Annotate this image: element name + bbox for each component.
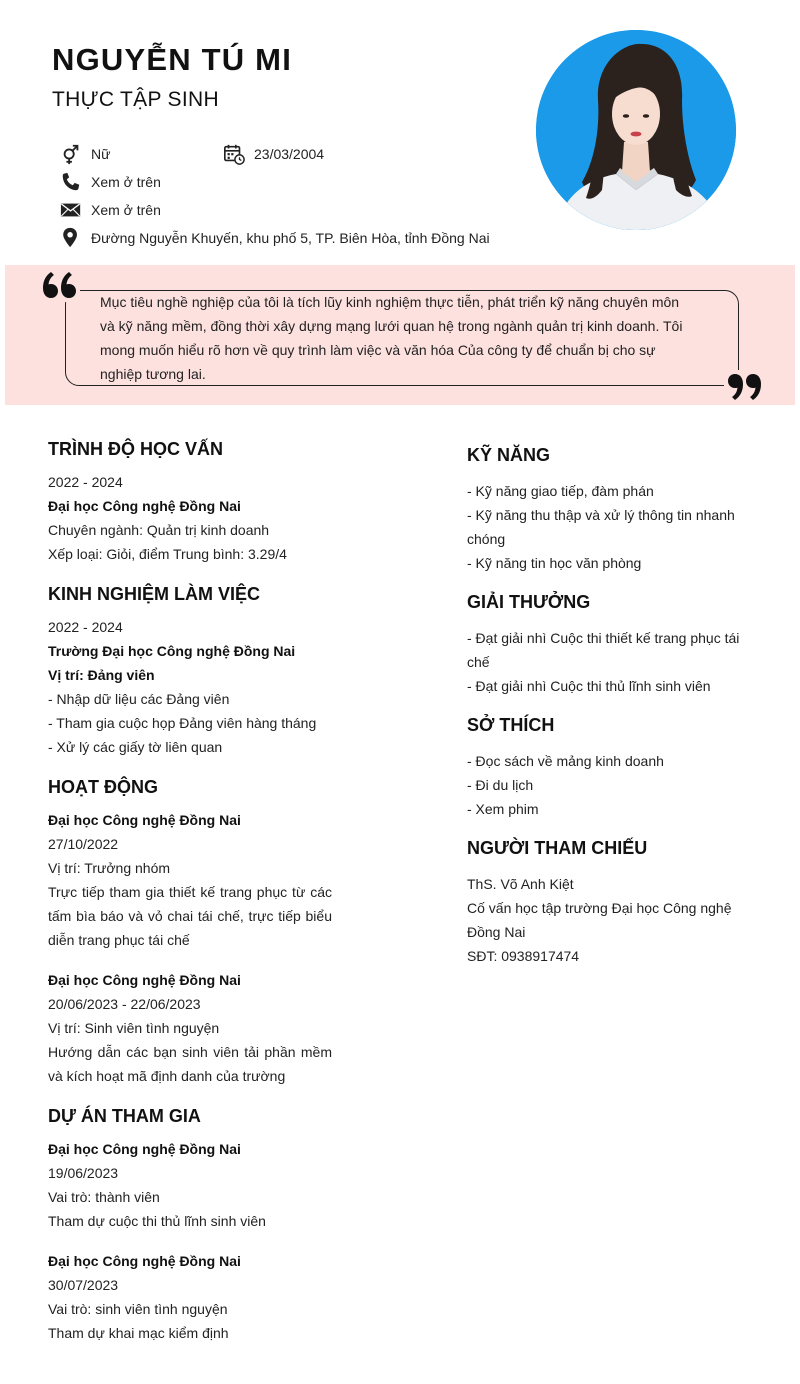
education-section <box>48 436 332 566</box>
activity-org: Đại học Công nghệ Đồng Nai <box>48 972 241 988</box>
info-gender <box>60 143 110 165</box>
activity-role: Vị trí: Trưởng nhóm <box>48 860 171 876</box>
project-item <box>48 1249 332 1345</box>
hobby-item: - Đọc sách về mảng kinh doanh <box>467 753 664 769</box>
experience-section <box>48 581 332 759</box>
education-heading: TRÌNH ĐỘ HỌC VẤN <box>48 439 223 459</box>
skills-heading: KỸ NĂNG <box>467 445 551 465</box>
project-org: Đại học Công nghệ Đồng Nai <box>48 1141 241 1157</box>
activity-date: 20/06/2023 - 22/06/2023 <box>48 996 201 1012</box>
calendar-icon <box>223 143 245 165</box>
project-org: Đại học Công nghệ Đồng Nai <box>48 1253 241 1269</box>
activity-role: Vị trí: Sinh viên tình nguyện <box>48 1020 220 1036</box>
award-item: - Đạt giải nhì Cuộc thi thiết kế trang phục tái chế <box>467 630 740 670</box>
activities-heading: HOẠT ĐỘNG <box>48 777 158 797</box>
gender-icon <box>60 143 82 165</box>
profile-photo <box>536 30 736 230</box>
reference-heading: NGƯỜI THAM CHIẾU <box>467 838 648 858</box>
project-role: Vai trò: thành viên <box>48 1189 160 1205</box>
hobby-item: - Xem phim <box>467 801 539 817</box>
location-pin-icon <box>60 227 82 249</box>
project-desc: Tham dự khai mạc kiểm định <box>48 1325 229 1341</box>
activity-item <box>48 968 332 1088</box>
awards-heading: GIẢI THƯỞNG <box>467 592 591 612</box>
reference-role: Cố vấn học tập trường Đại học Công nghệ Đồng Nai <box>467 900 732 940</box>
activity-date: 27/10/2022 <box>48 836 119 852</box>
job-title: THỰC TẬP SINH <box>52 88 219 111</box>
projects-heading: DỰ ÁN THAM GIA <box>48 1106 201 1126</box>
award-item: - Đạt giải nhì Cuộc thi thủ lĩnh sinh viên <box>467 678 711 694</box>
project-role: Vai trò: sinh viên tình nguyện <box>48 1301 228 1317</box>
experience-position: Vị trí: Đảng viên <box>48 667 155 683</box>
info-email <box>60 199 161 221</box>
activity-item <box>48 808 332 952</box>
activity-desc: Hướng dẫn các bạn sinh viên tải phần mềm và kích hoạt mã định danh của trường <box>48 1044 332 1084</box>
education-school: Đại học Công nghệ Đồng Nai <box>48 498 241 514</box>
activity-org: Đại học Công nghệ Đồng Nai <box>48 812 241 828</box>
gender-value: Nữ <box>91 146 111 162</box>
projects-section <box>48 1103 332 1345</box>
experience-org: Trường Đại học Công nghệ Đồng Nai <box>48 643 296 659</box>
email-value: Xem ở trên <box>91 202 161 218</box>
info-dob <box>223 143 324 165</box>
phone-value: Xem ở trên <box>91 174 161 190</box>
open-quote-icon <box>42 268 80 302</box>
portrait-image <box>536 30 736 230</box>
awards-section <box>467 589 747 698</box>
right-column <box>467 442 747 968</box>
skill-item: - Kỹ năng thu thập và xử lý thông tin nhanh chóng <box>467 507 735 547</box>
close-quote-icon <box>724 370 762 404</box>
info-phone <box>60 171 161 193</box>
project-desc: Tham dự cuộc thi thủ lĩnh sinh viên <box>48 1213 266 1229</box>
experience-heading: KINH NGHIỆM LÀM VIỆC <box>48 584 261 604</box>
experience-task: - Xử lý các giấy tờ liên quan <box>48 739 223 755</box>
email-icon <box>60 199 82 221</box>
experience-period: 2022 - 2024 <box>48 619 123 635</box>
activities-section <box>48 774 332 1088</box>
skill-item: - Kỹ năng tin học văn phòng <box>467 555 642 571</box>
reference-section <box>467 835 747 968</box>
experience-task: - Tham gia cuộc họp Đảng viên hàng tháng <box>48 715 317 731</box>
project-date: 19/06/2023 <box>48 1165 119 1181</box>
phone-icon <box>60 171 82 193</box>
project-date: 30/07/2023 <box>48 1277 119 1293</box>
skill-item: - Kỹ năng giao tiếp, đàm phán <box>467 483 654 499</box>
hobbies-section <box>467 712 747 821</box>
hobbies-heading: SỞ THÍCH <box>467 715 555 735</box>
experience-task: - Nhập dữ liệu các Đảng viên <box>48 691 230 707</box>
objective-text: Mục tiêu nghề nghiệp của tôi là tích lũy kinh nghiệm thực tiễn, phát triển kỹ năng chuyên môn và kỹ năng mềm, đồng thời xây dựng mạng lưới quan hệ trong ngành quản trị kinh doanh. Tôi mong muốn hiểu rõ hơn về quy trình làm việc và văn hóa Của công ty để chuẩn bị cho sự nghiệp tương lai. <box>100 294 683 382</box>
address-value: Đường Nguyễn Khuyến, khu phố 5, TP. Biên Hòa, tỉnh Đồng Nai <box>91 230 490 246</box>
education-major: Chuyên ngành: Quản trị kinh doanh <box>48 522 270 538</box>
reference-phone: SĐT: 0938917474 <box>467 948 580 964</box>
dob-value: 23/03/2004 <box>254 146 325 162</box>
skills-section <box>467 442 747 575</box>
hobby-item: - Đi du lịch <box>467 777 534 793</box>
activity-desc: Trực tiếp tham gia thiết kế trang phục từ các tấm bìa báo và vỏ chai tái chế, trực tiếp biểu diễn trang phục tái chế <box>48 884 332 948</box>
education-grade: Xếp loại: Giỏi, điểm Trung bình: 3.29/4 <box>48 546 287 562</box>
education-period: 2022 - 2024 <box>48 474 123 490</box>
candidate-name: NGUYỄN TÚ MI <box>52 42 293 77</box>
project-item <box>48 1137 332 1233</box>
reference-name: ThS. Võ Anh Kiệt <box>467 876 574 892</box>
left-column <box>48 436 332 1345</box>
info-address <box>60 227 490 249</box>
